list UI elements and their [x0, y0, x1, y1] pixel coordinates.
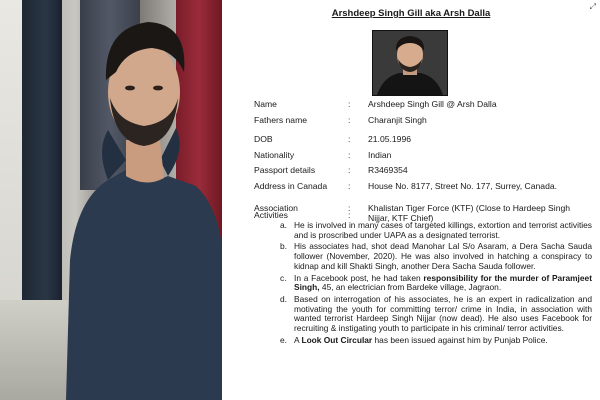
- item-text-bold: Look Out Circular: [301, 334, 373, 345]
- list-item: [280, 221, 592, 240]
- activities-label: Activities: [254, 210, 288, 220]
- field-value: 21.05.1996: [368, 134, 412, 144]
- field-dob: DOB : 21.05.1996: [254, 134, 590, 150]
- item-text: His associates had, shot dead Manohar Lal S/o Asaram, a Dera Sacha Sauda follower (November, 2020). He was also involved in hatching a conspiracy to kidnap and kill Shakti Singh, another Dera Sacha Sauda follower.: [294, 241, 592, 271]
- list-item: [280, 274, 592, 293]
- item-text: has been issued against him by Punjab Police.: [372, 334, 548, 345]
- field-label: Nationality: [254, 149, 295, 160]
- field-fathers-name: Fathers name : Charanjit Singh: [254, 115, 590, 131]
- item-text: 45, an electrician from Bardeke village, Jagraon.: [319, 282, 502, 293]
- field-address: Address in Canada : House No. 8177, Street No. 177, Surrey, Canada.: [254, 181, 590, 203]
- field-label: Association: [254, 202, 298, 213]
- document-title: Arshdeep Singh Gill aka Arsh Dalla: [331, 8, 491, 19]
- item-text: He is involved in many cases of targeted killings, extortion and terrorist activities and is proscribed under UAPA as a designated terrorist.: [294, 220, 592, 240]
- item-text-bold: responsibility for the murder of Paramjeet Singh,: [294, 272, 592, 293]
- field-label: Name: [254, 99, 277, 109]
- item-text: A: [294, 334, 302, 345]
- subject-photo: [0, 0, 222, 400]
- field-value: Indian: [368, 149, 392, 160]
- item-marker: e.: [280, 334, 287, 345]
- field-passport: Passport details : R3469354: [254, 165, 590, 181]
- item-marker: a.: [280, 220, 287, 230]
- wanted-notice-document: Arshdeep Singh Gill aka Arsh Dalla ⤢ Name : Arshdeep Singh Gill @ Arsh Dalla Fathers name : Charanjit Singh DOB : 21.05.1996 Nationality : Indian Passport details : R3469354 Address in Canada : House No. 8177, Street No. 177, Surrey, Canada. Association : Khalistan Tiger Force (KTF) (Close to Hardeep Singh Nijjar, KTF Chief) Activities : a. He is involved in many cases of targeted killings, extortion and terrorist activities and is proscribed under UAPA as a designated terrorist. b. His associates had, shot dead Manohar Lal S/o Asaram, a Dera Sacha Sauda follower (November, 2020). He was also involved in hatching a conspiracy to kidnap and kill Shakti Singh, another Dera Sacha Sauda follower. c. In a Facebook post, he had taken responsibility for the murder of Paramjeet Singh, 45, an electrician from Bardeke village, Jagraon. d. Based on interrogation of his associates, he is an expert in radicalization and motivating the youth for committing terror/ crime in India, in association with wanted terrorist Hardeep Singh Nijjar (now dead). He also uses Facebook for recruiting & instigating youth to participate in his criminal/ terror activities. e. A Look Out Circular has been issued against him by Punjab Police.: [222, 0, 600, 400]
- field-value: R3469354: [368, 165, 408, 175]
- list-item: [280, 336, 592, 346]
- list-item: [280, 242, 592, 271]
- field-name: Name : Arshdeep Singh Gill @ Arsh Dalla: [254, 99, 590, 115]
- expand-icon[interactable]: ⤢: [589, 2, 596, 11]
- item-text: Based on interrogation of his associates, he is an expert in radicalization and motivating the youth for committing terror/ crime in India, in association with wanted terrorist Hardeep Singh Nijjar (now dead). He also uses Facebook for recruiting & instigating youth to participate in his criminal/ terror activities.: [294, 293, 592, 334]
- field-value: House No. 8177, Street No. 177, Surrey, Canada.: [368, 180, 558, 191]
- profile-fields: [254, 99, 590, 225]
- field-label: Address in Canada: [254, 180, 328, 191]
- item-marker: c.: [280, 272, 287, 283]
- item-marker: b.: [280, 241, 287, 252]
- field-label: Passport details: [254, 165, 316, 175]
- item-text: In a Facebook post, he had taken: [294, 272, 424, 283]
- item-marker: d.: [280, 293, 287, 304]
- field-label: DOB: [254, 134, 273, 144]
- person-silhouette: [56, 10, 222, 400]
- field-nationality: Nationality : Indian: [254, 150, 590, 166]
- field-association: Association : Khalistan Tiger Force (KTF) (Close to Hardeep Singh Nijjar, KTF Chief): [254, 203, 590, 225]
- mugshot-photo: [372, 30, 448, 96]
- field-value: Charanjit Singh: [368, 114, 427, 125]
- activities-list: [280, 221, 592, 347]
- list-item: [280, 295, 592, 334]
- field-value: Khalistan Tiger Force (KTF) (Close to Hardeep Singh Nijjar, KTF Chief): [368, 202, 571, 223]
- field-label: Fathers name: [254, 114, 308, 125]
- field-value: Arshdeep Singh Gill @ Arsh Dalla: [368, 99, 497, 109]
